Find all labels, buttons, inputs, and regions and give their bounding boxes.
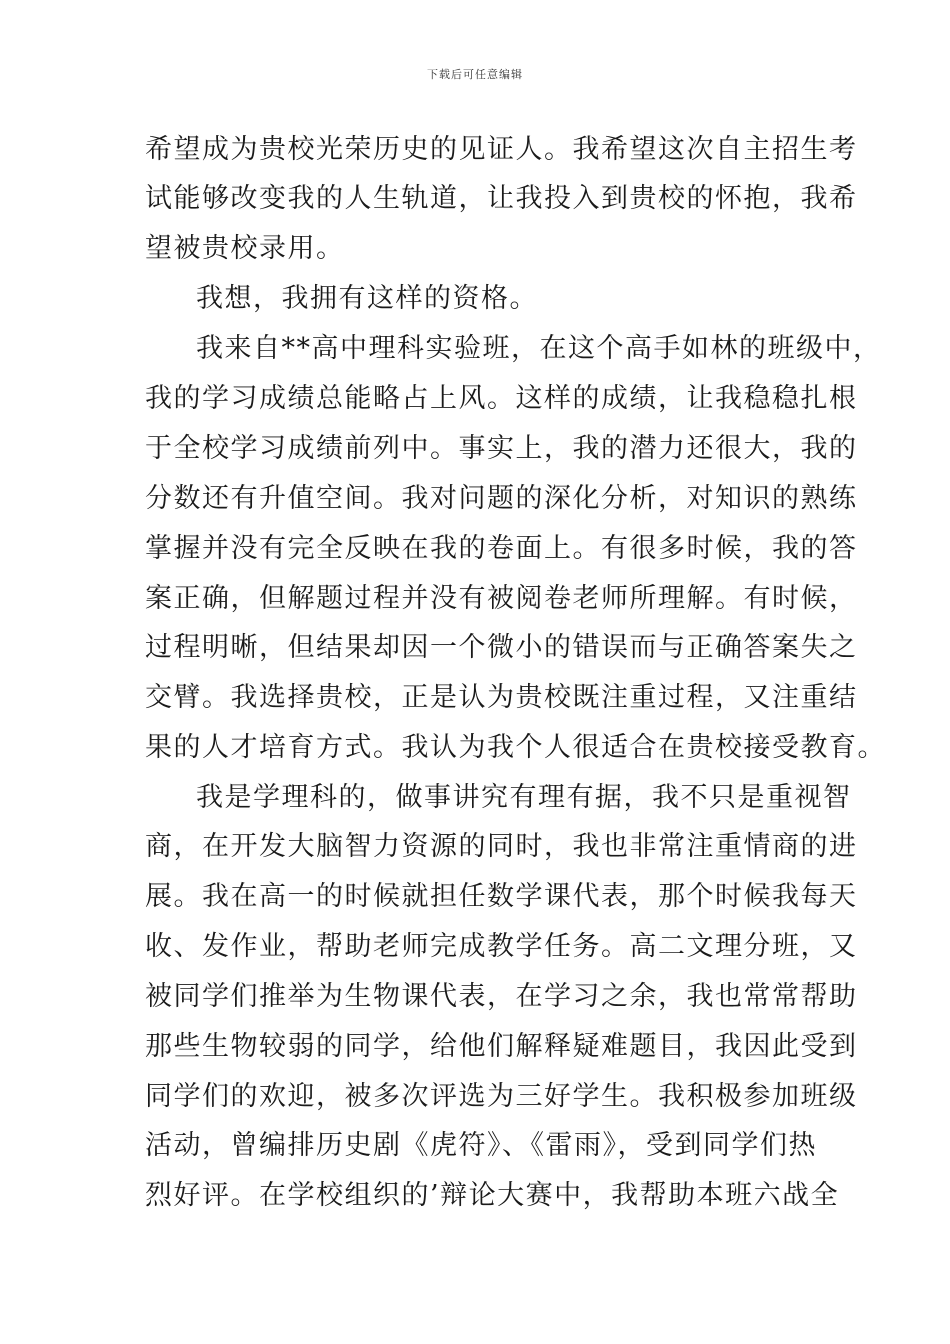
text-line: 希望成为贵校光荣历史的见证人。我希望这次自主招生考 bbox=[145, 134, 858, 165]
text-line: 同学们的欢迎，被多次评选为三好学生。我积极参加班级 bbox=[145, 1081, 858, 1112]
text-line: 我是学理科的，做事讲究有理有据，我不只是重视智 bbox=[196, 782, 852, 813]
text-line: 我来自**高中理科实验班，在这个高手如林的班级中， bbox=[196, 333, 882, 364]
text-line: 望被贵校录用。 bbox=[145, 233, 345, 264]
text-line: 我想，我拥有这样的资格。 bbox=[196, 283, 538, 314]
text-line: 商，在开发大脑智力资源的同时，我也非常注重情商的进 bbox=[145, 831, 858, 862]
text-line: 被同学们推举为生物课代表，在学习之余，我也常常帮助 bbox=[145, 981, 858, 1012]
text-line: 展。我在高一的时候就担任数学课代表，那个时候我每天 bbox=[145, 881, 858, 912]
page-header: 下载后可任意编辑 bbox=[427, 68, 523, 81]
text-line: 活动，曾编排历史剧《虎符》、《雷雨》，受到同学们热 bbox=[145, 1130, 817, 1161]
text-line: 分数还有升值空间。我对问题的深化分析，对知识的熟练 bbox=[145, 483, 858, 514]
text-line: 于全校学习成绩前列中。事实上，我的潜力还很大，我的 bbox=[145, 433, 858, 464]
text-line: 我的学习成绩总能略占上风。这样的成绩，让我稳稳扎根 bbox=[145, 383, 858, 414]
text-line: 那些生物较弱的同学，给他们解释疑难题目，我因此受到 bbox=[145, 1031, 858, 1062]
text-line: 过程明晰，但结果却因一个微小的错误而与正确答案失之 bbox=[145, 632, 858, 663]
text-line: 交臂。我选择贵校，正是认为贵校既注重过程，又注重结 bbox=[145, 682, 858, 713]
text-line: 收、发作业，帮助老师完成教学任务。高二文理分班，又 bbox=[145, 931, 858, 962]
text-line: 果的人才培育方式。我认为我个人很适合在贵校接受教育。 bbox=[145, 732, 886, 763]
text-line: 掌握并没有完全反映在我的卷面上。有很多时候，我的答 bbox=[145, 533, 858, 564]
text-line: 试能够改变我的人生轨道，让我投入到贵校的怀抱，我希 bbox=[145, 183, 858, 214]
text-line: 烈好评。在学校组织的’辩论大赛中，我帮助本班六战全 bbox=[145, 1180, 840, 1211]
text-line: 案正确，但解题过程并没有被阅卷老师所理解。有时候， bbox=[145, 583, 858, 614]
